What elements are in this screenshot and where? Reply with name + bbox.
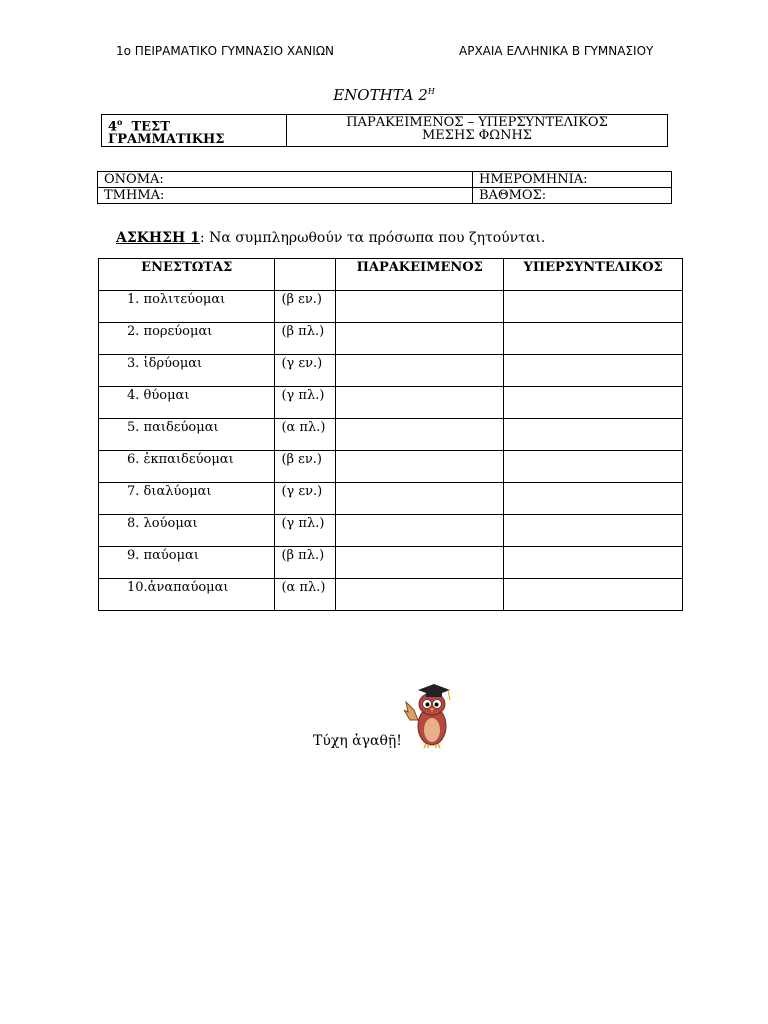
present-verb: 8. λούομαι: [99, 515, 275, 547]
pluperfect-answer-cell[interactable]: [504, 419, 683, 451]
person-cell: (β εν.): [275, 291, 336, 323]
test-topic: [287, 115, 668, 147]
perfect-answer-cell[interactable]: [336, 355, 504, 387]
exercise-instruction: : Να συμπληρωθούν τα πρόσωπα που ζητούνται.: [199, 230, 546, 246]
exercise-heading: [116, 230, 545, 246]
person-cell: (β εν.): [275, 451, 336, 483]
present-verb: 10.ἀναπαύομαι: [99, 579, 275, 611]
topic-line1: ΠΑΡΑΚΕΙΜΕΝΟΣ – ΥΠΕΡΣΥΝΤΕΛΙΚΟΣ: [346, 115, 608, 130]
table-row: [99, 547, 683, 579]
person-cell: (β πλ.): [275, 323, 336, 355]
table-row: [99, 451, 683, 483]
person-cell: (α πλ.): [275, 579, 336, 611]
table-row: [99, 579, 683, 611]
header-present: ΕΝΕΣΤΩΤΑΣ: [99, 259, 275, 291]
pluperfect-answer-cell[interactable]: [504, 387, 683, 419]
test-info-box: [101, 114, 668, 147]
present-verb: 3. ἱδρύομαι: [99, 355, 275, 387]
pluperfect-answer-cell[interactable]: [504, 451, 683, 483]
perfect-answer-cell[interactable]: [336, 419, 504, 451]
pluperfect-answer-cell[interactable]: [504, 547, 683, 579]
grade-field[interactable]: ΒΑΘΜΟΣ:: [473, 188, 672, 204]
perfect-answer-cell[interactable]: [336, 579, 504, 611]
perfect-answer-cell[interactable]: [336, 483, 504, 515]
class-field[interactable]: ΤΜΗΜΑ:: [98, 188, 473, 204]
topic-line2: ΜΕΣΗΣ ΦΩΝΗΣ: [422, 128, 532, 143]
present-verb: 4. θύομαι: [99, 387, 275, 419]
person-cell: (γ εν.): [275, 483, 336, 515]
pluperfect-answer-cell[interactable]: [504, 355, 683, 387]
unit-title: [0, 86, 768, 104]
perfect-answer-cell[interactable]: [336, 323, 504, 355]
school-name: 1ο ΠΕΙΡΑΜΑΤΙΚΟ ΓΥΜΝΑΣΙΟ ΧΑΝΙΩΝ: [116, 44, 334, 58]
present-verb: 9. παύομαι: [99, 547, 275, 579]
present-verb: 5. παιδεύομαι: [99, 419, 275, 451]
pluperfect-answer-cell[interactable]: [504, 323, 683, 355]
table-row: [99, 419, 683, 451]
present-verb: 2. πορεύομαι: [99, 323, 275, 355]
present-verb: 1. πολιτεύομαι: [99, 291, 275, 323]
subject-name: ΑΡΧΑΙΑ ΕΛΛΗΝΙΚΑ Β ΓΥΜΝΑΣΙΟΥ: [459, 44, 654, 58]
table-row: [99, 483, 683, 515]
person-cell: (α πλ.): [275, 419, 336, 451]
header-perfect: ΠΑΡΑΚΕΙΜΕΝΟΣ: [336, 259, 504, 291]
table-row: [99, 387, 683, 419]
person-cell: (β πλ.): [275, 547, 336, 579]
unit-title-text: ΕΝΟΤΗΤΑ 2: [333, 86, 428, 104]
header-pluperfect: ΥΠΕΡΣΥΝΤΕΛΙΚΟΣ: [504, 259, 683, 291]
test-label: [102, 115, 287, 147]
person-cell: (γ πλ.): [275, 515, 336, 547]
perfect-answer-cell[interactable]: [336, 451, 504, 483]
exercise-label: ΑΣΚΗΣΗ 1: [116, 230, 200, 246]
test-line2: ΓΡΑΜΜΑΤΙΚΗΣ: [108, 132, 225, 148]
perfect-answer-cell[interactable]: [336, 291, 504, 323]
table-row: [99, 515, 683, 547]
pluperfect-answer-cell[interactable]: [504, 291, 683, 323]
person-cell: (γ εν.): [275, 355, 336, 387]
test-word: ΤΕΣΤ: [131, 119, 170, 135]
unit-title-sup: Η: [427, 87, 435, 96]
graduate-owl-icon: [404, 680, 456, 754]
test-number-sup: ο: [117, 117, 123, 127]
perfect-answer-cell[interactable]: [336, 547, 504, 579]
perfect-answer-cell[interactable]: [336, 387, 504, 419]
table-row: [99, 355, 683, 387]
present-verb: 6. ἐκπαιδεύομαι: [99, 451, 275, 483]
table-row: [99, 291, 683, 323]
pluperfect-answer-cell[interactable]: [504, 515, 683, 547]
date-field[interactable]: ΗΜΕΡΟΜΗΝΙΑ:: [473, 172, 672, 188]
header-person: [275, 259, 336, 291]
table-row: [99, 323, 683, 355]
verb-table: [98, 258, 683, 611]
pluperfect-answer-cell[interactable]: [504, 579, 683, 611]
student-info-box: [97, 171, 672, 204]
present-verb: 7. διαλύομαι: [99, 483, 275, 515]
good-luck-text: Τύχη ἀγαθῇ!: [313, 733, 402, 749]
perfect-answer-cell[interactable]: [336, 515, 504, 547]
pluperfect-answer-cell[interactable]: [504, 483, 683, 515]
name-field[interactable]: ΟΝΟΜΑ:: [98, 172, 473, 188]
table-header-row: [99, 259, 683, 291]
test-number: 4: [108, 119, 118, 135]
person-cell: (γ πλ.): [275, 387, 336, 419]
